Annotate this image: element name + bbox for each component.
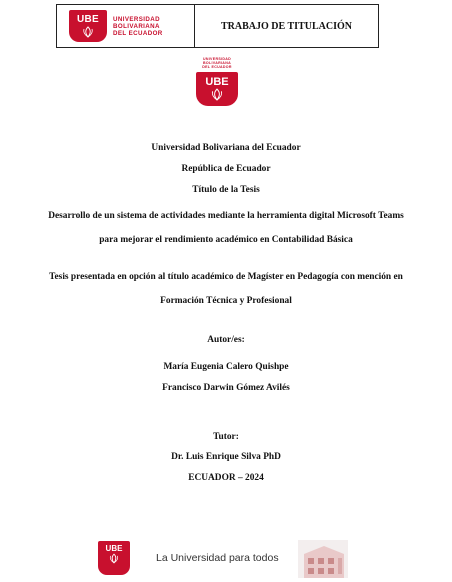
degree-line-2: Formación Técnica y Profesional	[160, 296, 292, 306]
torch-icon	[107, 553, 121, 564]
thesis-title-line-2: para mejorar el rendimiento académico en Contabilidad Básica	[99, 235, 353, 245]
header-title: TRABAJO DE TITULACIÓN	[221, 20, 352, 32]
center-logo-name-line-3: DEL ECUADOR	[202, 65, 232, 69]
university-name-text: Universidad Bolivariana del Ecuador	[151, 143, 301, 153]
tutor-heading: Tutor:	[213, 432, 239, 442]
center-logo-name-line-2: BOLIVARIANA	[203, 61, 231, 65]
university-logo	[69, 10, 163, 42]
footer	[98, 538, 348, 578]
thesis-heading: Título de la Tesis	[192, 185, 260, 195]
center-ube-badge	[196, 72, 238, 106]
footer-ube-badge-text: UBE	[105, 544, 123, 553]
center-university-logo	[196, 57, 238, 106]
university-name	[113, 16, 163, 37]
author-2: Francisco Darwin Gómez Avilés	[162, 383, 290, 393]
ube-badge	[69, 10, 107, 42]
header-logo-cell	[57, 5, 195, 47]
torch-icon	[80, 26, 96, 38]
authors-heading: Autor/es:	[207, 335, 245, 345]
author-1: María Eugenia Calero Quishpe	[163, 362, 289, 372]
university-name-line-2: BOLIVARIANA	[113, 22, 160, 30]
center-logo-name	[202, 57, 232, 69]
footer-ube-badge	[98, 541, 130, 575]
center-logo-name-line-1: UNIVERSIDAD	[202, 57, 232, 61]
header-table	[56, 4, 379, 48]
building-image	[298, 540, 348, 578]
thesis-title-line-1: Desarrollo de un sistema de actividades mediante la herramienta digital Microsoft Teams	[48, 211, 404, 221]
place-year: ECUADOR – 2024	[188, 473, 264, 483]
center-ube-badge-text: UBE	[205, 76, 229, 88]
university-name-line-3: DEL ECUADOR	[113, 29, 163, 37]
footer-slogan: La Universidad para todos	[156, 552, 279, 564]
degree-line-1: Tesis presentada en opción al título académico de Magíster en Pedagogía con mención en	[49, 272, 403, 282]
university-name-line-1: UNIVERSIDAD	[113, 15, 161, 23]
ube-badge-text: UBE	[76, 14, 99, 25]
country-text: República de Ecuador	[181, 164, 271, 174]
torch-icon	[208, 88, 226, 101]
tutor-name: Dr. Luis Enrique Silva PhD	[171, 452, 281, 462]
